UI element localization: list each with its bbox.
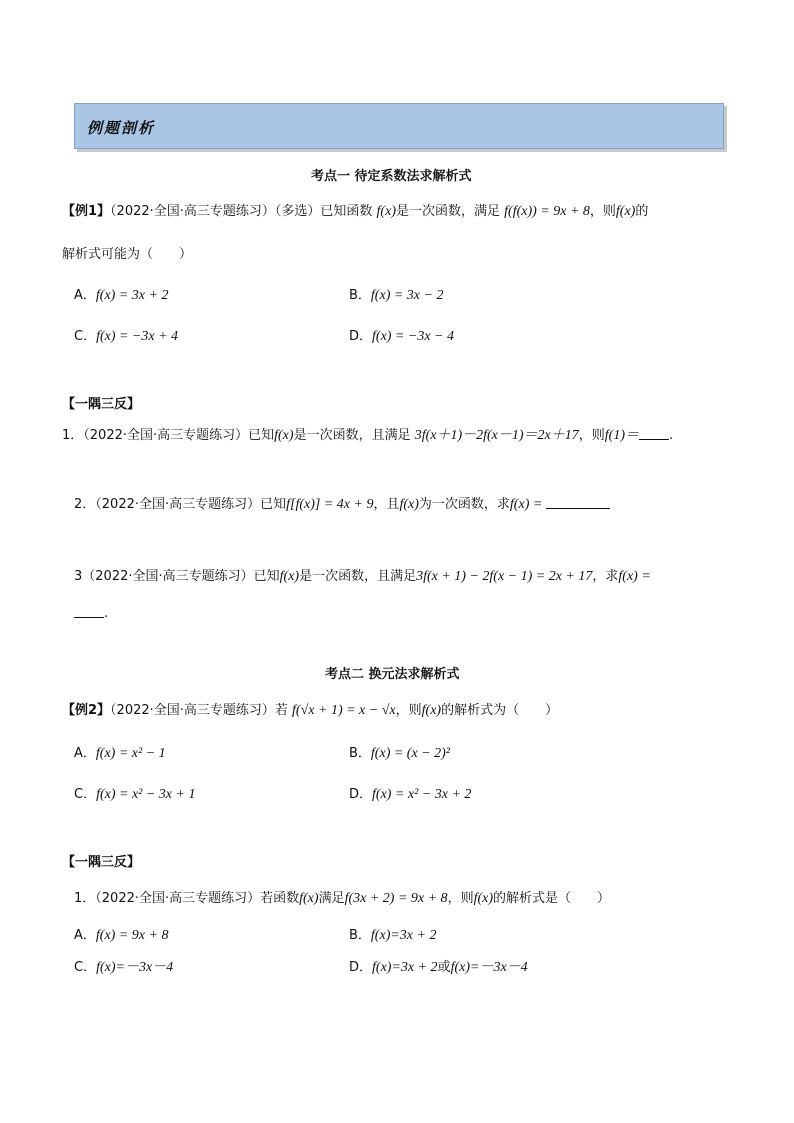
- q-text: 满足: [318, 891, 345, 906]
- q-f1: f(1)＝: [604, 428, 640, 443]
- option-letter: D．: [349, 787, 373, 802]
- option-letter: B．: [349, 928, 371, 943]
- q-fx: f(x): [399, 497, 419, 512]
- answer-blank: [74, 605, 104, 618]
- answer-blank: [639, 427, 669, 440]
- practice2-q1: [74, 887, 610, 907]
- q-text: ，且: [373, 497, 400, 512]
- q-condition: f(3x + 2) = 9x + 8: [344, 891, 448, 906]
- q-fx2: f(x): [473, 891, 494, 906]
- section2-heading: 考点二 换元法求解析式: [325, 667, 460, 682]
- example2-option-a: [74, 742, 166, 762]
- practice1-q3-line2: [74, 605, 108, 621]
- q-fx: f(x): [279, 569, 300, 584]
- option-letter: D．: [349, 960, 373, 975]
- option-letter: B．: [349, 746, 371, 761]
- option-expr: f(x) = −3x + 4: [96, 329, 179, 344]
- example2-option-c: [74, 783, 195, 803]
- example2-option-d: [349, 783, 471, 803]
- example1-source: （2022·全国·高三专题练习）（多选）已知函数: [110, 204, 373, 219]
- q-prefix: 3（2022·全国·高三专题练习）已知: [74, 569, 280, 584]
- example1-condition: f(f(x)) = 9x + 8: [504, 204, 590, 219]
- practice-label-2: 【一隅三反】: [62, 855, 141, 870]
- example2-line1: [62, 699, 558, 719]
- q-end: .: [104, 606, 109, 621]
- example1-line1: [62, 200, 648, 220]
- option-letter: C．: [74, 960, 97, 975]
- example1-text3: 的: [635, 204, 649, 219]
- option-letter: A．: [74, 928, 96, 943]
- q-text2: 为一次函数，求: [418, 497, 510, 512]
- q-text3: 的解析式是（ ）: [493, 891, 611, 906]
- option-expr: f(x) = −3x − 4: [372, 329, 454, 344]
- example1-option-a: [74, 284, 168, 304]
- example2-text2: 的解析式为（ ）: [441, 703, 559, 718]
- practice1-q1: [62, 424, 673, 444]
- option-expr: f(x) = 9x + 8: [95, 928, 169, 943]
- q-text: 是一次函数，且满足: [293, 428, 415, 443]
- example2-option-b: [349, 742, 450, 762]
- option-letter: B．: [349, 288, 371, 303]
- example1-option-d: [349, 325, 454, 345]
- option-letter: A．: [74, 746, 96, 761]
- q-prefix: 1．（2022·全国·高三专题练习）已知: [62, 428, 275, 443]
- option-expr: f(x) = 3x − 2: [370, 288, 444, 303]
- option-expr: f(x) = 3x + 2: [95, 288, 169, 303]
- q-end: .: [669, 428, 674, 443]
- practice1-q2: [74, 493, 610, 513]
- option-expr: f(x)=3x + 2: [372, 960, 438, 975]
- option-expr: f(x) = x² − 1: [95, 746, 166, 761]
- option-letter: C．: [74, 329, 97, 344]
- answer-blank: [546, 496, 610, 509]
- banner-title: 例题剖析: [87, 119, 156, 137]
- practice2-option-d: [349, 956, 528, 976]
- example1-fx2: f(x): [615, 204, 636, 219]
- example1-option-b: [349, 284, 443, 304]
- q-fx: f(x): [274, 428, 294, 443]
- practice1-q3: [74, 565, 651, 585]
- option-letter: A．: [74, 288, 96, 303]
- q-condition: f[f(x)] = 4x + 9: [286, 497, 374, 512]
- practice2-option-c: [74, 956, 173, 976]
- option-expr: f(x)=－3x－4: [96, 960, 174, 975]
- example1-option-c: [74, 325, 178, 345]
- option-or: 或: [437, 960, 451, 975]
- practice-label-1: 【一隅三反】: [62, 397, 141, 412]
- q-text: 是一次函数，且满足: [299, 569, 417, 584]
- q-prefix: 1．（2022·全国·高三专题练习）若函数: [74, 891, 300, 906]
- q-answer: f(x) =: [618, 569, 651, 584]
- example1-text2: ，则: [589, 204, 616, 219]
- example1-text1: 是一次函数，满足: [395, 204, 500, 219]
- example2-source: （2022·全国·高三专题练习）若: [110, 703, 288, 718]
- q-fx: f(x): [299, 891, 319, 906]
- q-text2: ，则: [447, 891, 474, 906]
- option-letter: D．: [349, 329, 373, 344]
- q-equation: 3f(x + 1) − 2f(x − 1) = 2x + 17: [416, 569, 593, 584]
- option-expr: f(x) = x² − 3x + 2: [372, 787, 472, 802]
- example2-fx: f(x): [421, 703, 442, 718]
- example1-label: 【例1】: [62, 204, 111, 219]
- q-equation: 3f(x＋1)－2f(x－1)＝2x＋17: [414, 428, 579, 443]
- q-answer: f(x) =: [509, 497, 543, 512]
- option-expr: f(x) = x² − 3x + 1: [96, 787, 196, 802]
- practice2-option-a: [74, 924, 168, 944]
- option-expr: f(x)=3x + 2: [370, 928, 437, 943]
- q-text2: ，求: [592, 569, 619, 584]
- option-expr: f(x) = (x − 2)²: [370, 746, 450, 761]
- option-expr2: f(x)=－3x－4: [450, 960, 528, 975]
- q-text2: ，则: [578, 428, 605, 443]
- example2-condition: f(√x + 1) = x − √x: [292, 703, 396, 718]
- q-prefix: 2．（2022·全国·高三专题练习）已知: [74, 497, 287, 512]
- section-banner: [74, 103, 724, 149]
- example1-fx: f(x): [376, 204, 396, 219]
- example2-text1: ，则: [395, 703, 422, 718]
- example1-line2: 解析式可能为（ ）: [62, 247, 193, 262]
- practice2-option-b: [349, 924, 436, 944]
- section1-heading: 考点一 待定系数法求解析式: [311, 169, 472, 184]
- option-letter: C．: [74, 787, 97, 802]
- example2-label: 【例2】: [62, 703, 111, 718]
